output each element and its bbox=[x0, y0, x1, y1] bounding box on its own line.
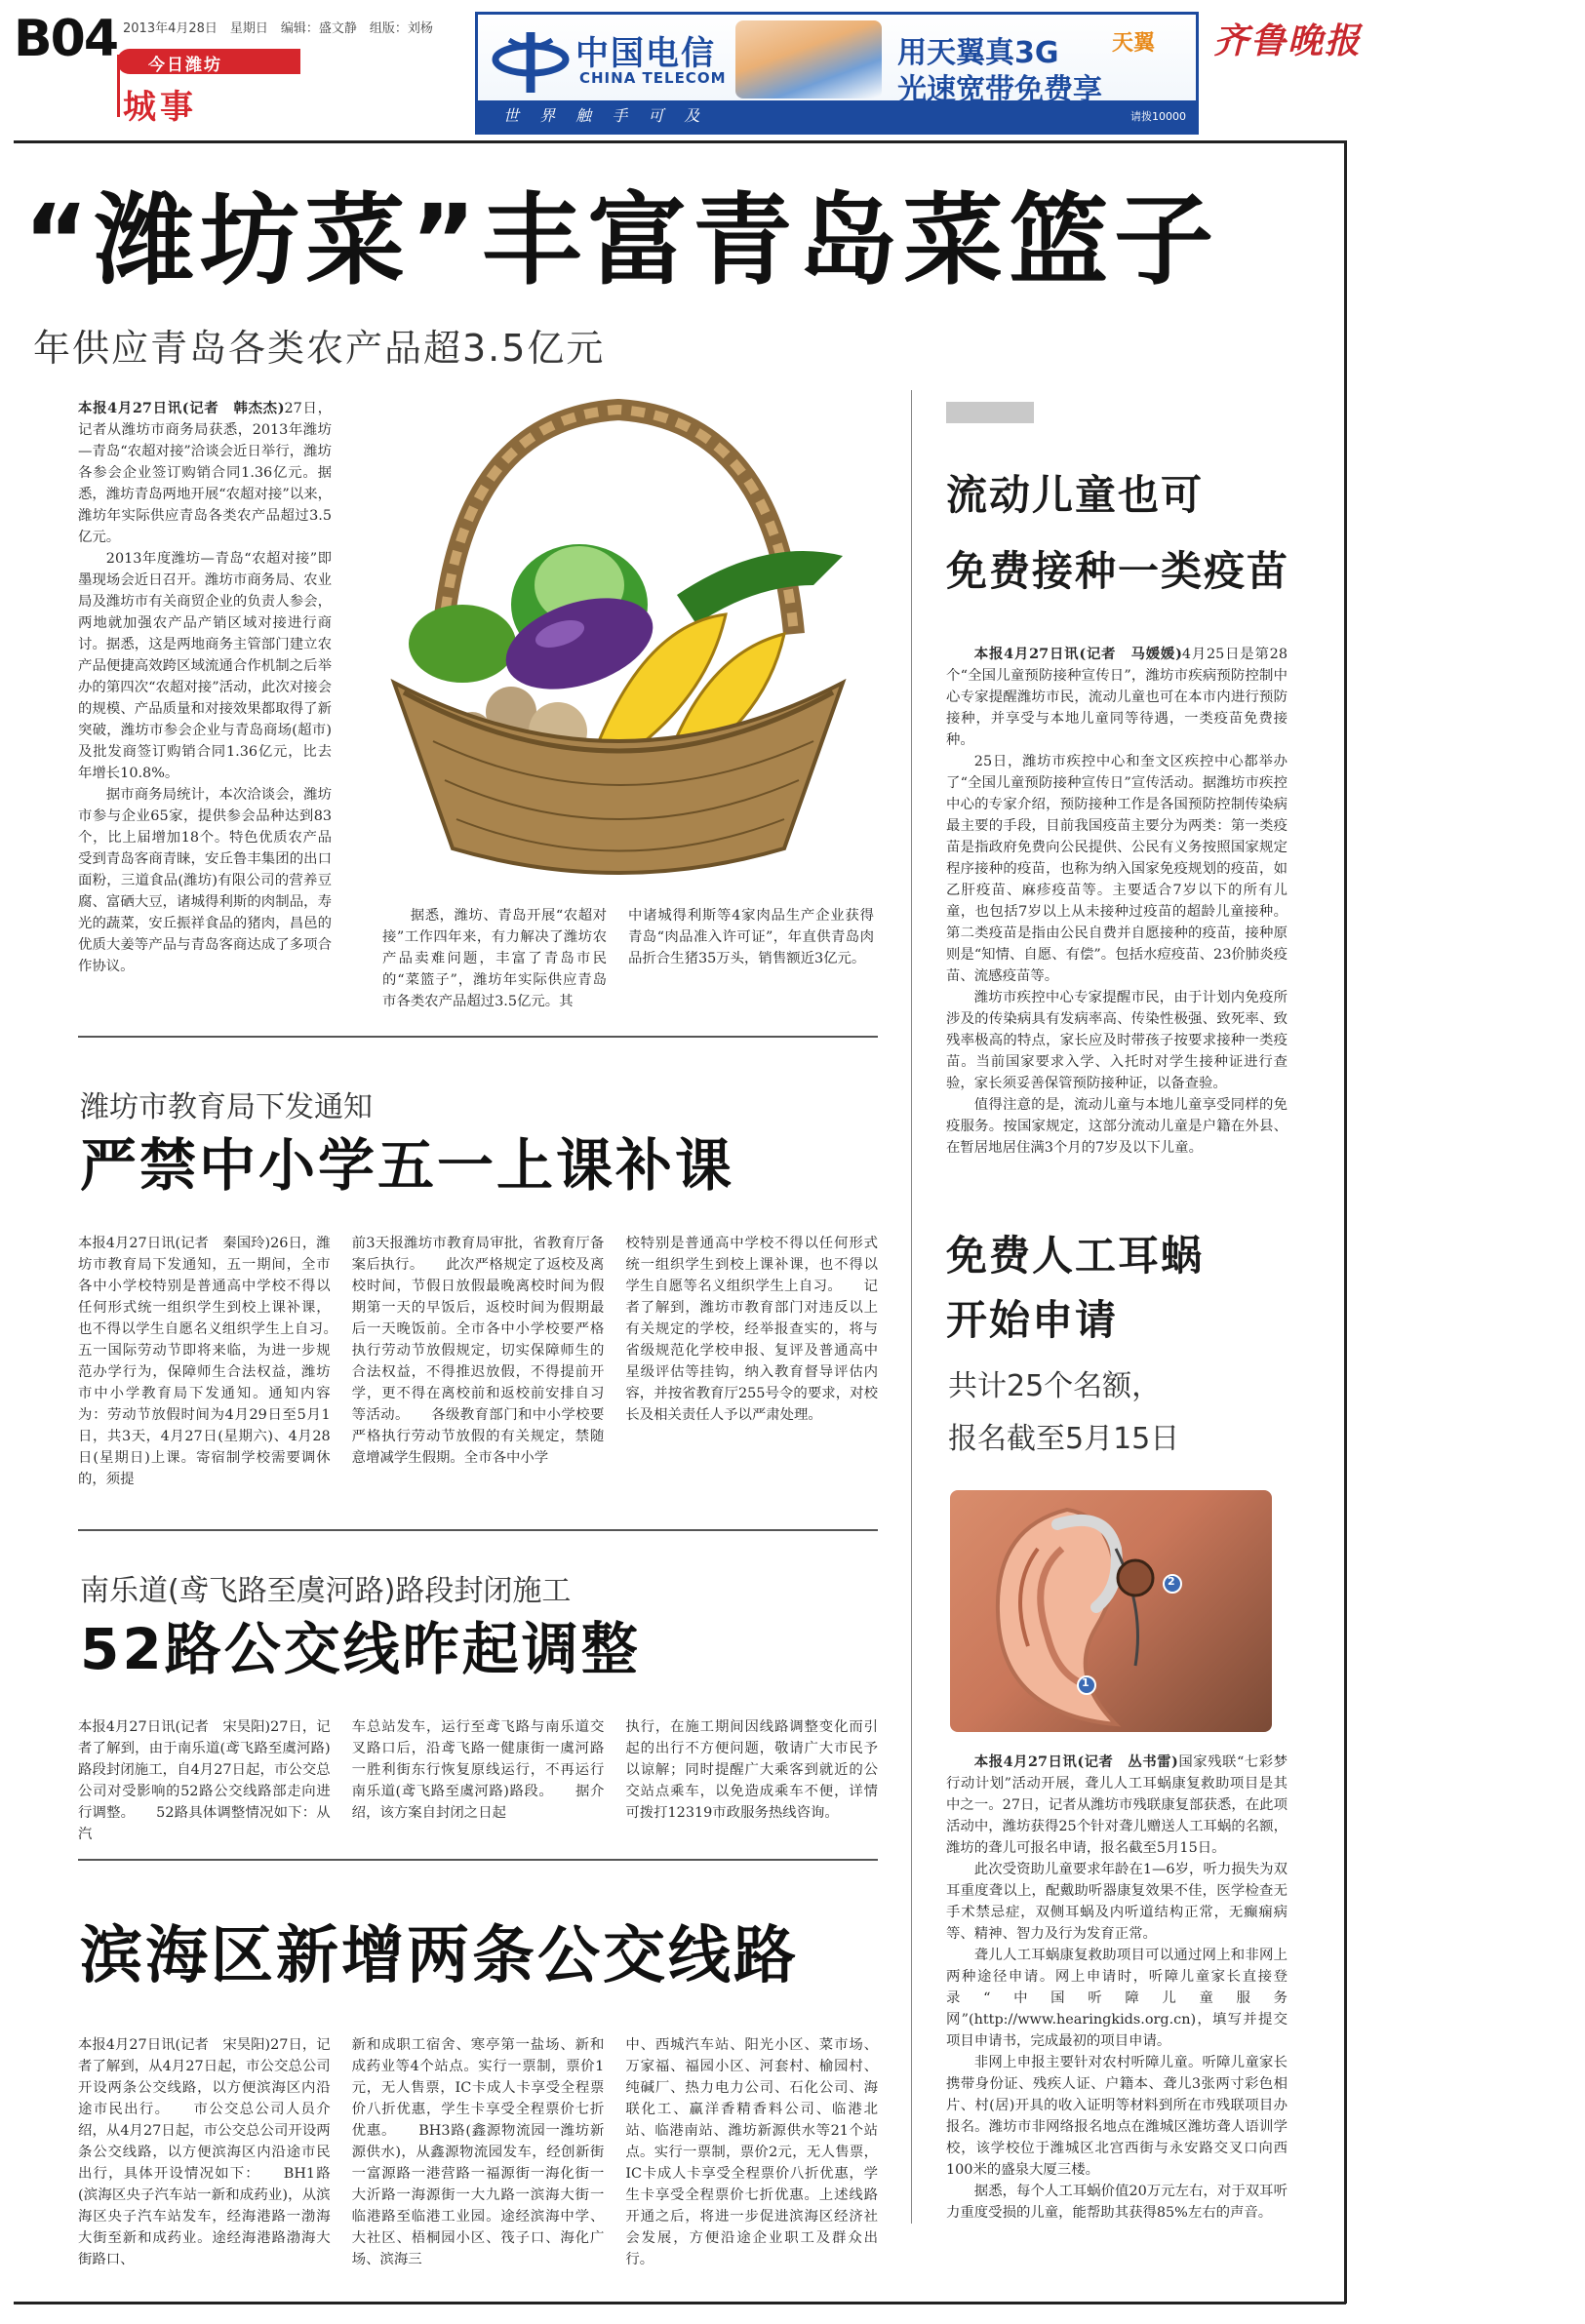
lead-paragraph: 据市商务局统计，本次洽谈会，潍坊市参与企业65家，提供参会品种达到83个，比上届增加18个。特色优质农产品受到青岛客商青睐，安丘鲁丰集团的出口面粉，三道食品(潍坊)有限公司的营养豆腐、富硒大豆，诸城得利斯的肉制品，寿光的蔬菜，安丘振祥食品的猪肉，昌邑的优质大姜等产品与青岛客商达成了多项合作协议。 bbox=[78, 787, 332, 974]
cochlear-subhead-line2: 报名截至5月15日 bbox=[948, 1422, 1180, 1456]
education-column: 校特别是普通高中学校不得以任何形式统一组织学生到校上课补课，也不得以学生自愿等名义组织学生上自习。 记者了解到，潍坊市教育部门对违反以上有关规定的学校，经举报查实的，将与省级规范化学校申报、复评及普通高中星级评估等挂钩，纳入教育督导评估内容，并按省教育厅255号令的要求，对校长及相关责任人予以严肃处理。 bbox=[625, 1236, 879, 1423]
right-border bbox=[1344, 140, 1347, 2304]
ad-line1: 用天翼真3G bbox=[897, 36, 1059, 70]
telecom-logo-icon bbox=[490, 28, 572, 97]
education-column: 前3天报潍坊市教育局审批，省教育厅备案后执行。 此次严格规定了返校及离校时间，节假日放假最晚离校时间为假期第一天的早饭后，返校时间为假期最后一天晚饭前。全市各中小学校要严格执行劳动节放假规定，切实保障师生的合法权益，不得推迟放假，不得提前开学，更不得在离校前和返校前安排自习等活动。 各级教育部门和中小学校要严格执行劳动节放假的有关规定，禁随意增减学生假期。全市各中小学 bbox=[351, 1236, 605, 1466]
section-tag-label: 今日潍坊 bbox=[148, 56, 222, 75]
bus52-column: 车总站发车，运行至鸢飞路与南乐道交叉路口后，沿鸢飞路一健康街一虞河路一胜利街东行恢复原线运行，不再运行南乐道(鸢飞路至虞河路)路段。 据介绍，该方案自封闭之日起 bbox=[351, 1719, 605, 1821]
education-bottom-rule bbox=[78, 1529, 878, 1531]
lead-paragraph: 2013年度潍坊—青岛“农超对接”即墨现场会近日召开。潍坊市商务局、农业局及潍坊市有关商贸企业的负责人参会，两地就加强农产品产销区域对接进行商讨。据悉，这是两地商务主管部门建立农产品便捷高效跨区域流通合作机制之后举办的第四次“农超对接”活动，此次对接会的规模、产品质量和对接效果都取得了新突破，潍坊市参会企业与青岛商场(超市)及批发商签订购销合同1.36亿元，比去年增长10.8%。 bbox=[78, 551, 332, 781]
ad-brand-cn: 中国电信 bbox=[575, 34, 716, 73]
cochlear-paragraph: 聋儿人工耳蜗康复救助项目可以通过网上和非网上两种途径申请。网上申请时，听障儿童家长直接登录“中国听障儿童服务网”(http://www.hearingkids.org.cn)，填写并提交项目申请书，完成最初的项目申请。 bbox=[946, 1948, 1288, 2049]
bus52-kicker: 南乐道(鸢飞路至虞河路)路段封闭施工 bbox=[80, 1574, 572, 1608]
lead-bottom-rule bbox=[78, 1036, 878, 1038]
cochlear-body bbox=[946, 1752, 1288, 2224]
ad-slogan: 世 界 触 手 可 及 bbox=[503, 106, 708, 125]
lead-col1 bbox=[78, 398, 332, 977]
header-rule bbox=[14, 140, 1346, 143]
binhai-column: 新和成职工宿舍、寒亭第一盐场、新和成药业等4个站点。实行一票制，票价1元，无人售票，IC卡成人卡享受全程票价八折优惠，学生卡享受全程票价七折优惠。 BH3路(鑫源物流园一潍坊新源供水)，从鑫源物流园发车，经创新街一富源路一港营路一福源街一海化街一大沂路一海源街一大九路一滨海大街一临港路至临港工业园。途经滨海中学、大社区、梧桐园小区、筏子口、海化广场、滨海三 bbox=[351, 2037, 605, 2267]
vaccine-headline-line2: 免费接种一类疫苗 bbox=[946, 547, 1290, 595]
education-kicker: 潍坊市教育局下发通知 bbox=[80, 1090, 373, 1124]
date-line: 2013年4月28日 星期日 编辑：盛文静 组版：刘杨 bbox=[123, 21, 433, 36]
ad-tianyi-logo: 天翼 bbox=[1112, 31, 1156, 56]
bus52-column: 本报4月27日讯(记者 宋昊阳)27日，记者了解到，由于南乐道(鸢飞路至虞河路)路段封闭施工，自4月27日起，市公交总公司对受影响的52路公交线路部走向进行调整。 52路具体调整情况如下：从汽 bbox=[78, 1719, 331, 1842]
binhai-column: 中、西城汽车站、阳光小区、菜市场、万家福、福园小区、河套村、榆园村、纯碱厂、热力电力公司、石化公司、海联化工、赢洋香精香料公司、临港北站、临港南站、潍坊新源供水等21个站点。实行一票制，票价2元，无人售票，IC卡成人卡享受全程票价八折优惠，学生卡享受全程票价七折优惠。上述线路开通之后，将进一步促进滨海区经济社会发展，方便沿途企业职工及群众出行。 bbox=[625, 2037, 879, 2267]
education-body bbox=[78, 1233, 878, 1490]
vaccine-paragraph: 值得注意的是，流动儿童与本地儿童享受同样的免疫服务。按国家规定，这部分流动儿童是户籍在外县、在暂居地居住满3个月的7岁及以下儿童。 bbox=[946, 1097, 1288, 1156]
cochlear-subhead-line1: 共计25个名额， bbox=[948, 1369, 1162, 1403]
binhai-headline: 滨海区新增两条公交线路 bbox=[80, 1920, 799, 1992]
cochlear-headline-line2: 开始申请 bbox=[946, 1296, 1119, 1344]
education-column: 本报4月27日讯(记者 秦国玲)26日，潍坊市教育局下发通知，五一期间，全市各中小学校特别是普通高中学校不得以任何形式统一组织学生到校上课补课，也不得以学生自愿名义组织学生上自习。 五一国际劳动节即将来临，为进一步规范办学行为，保障师生合法权益，潍坊市中小学教育局下发通知。通知内容为：劳动节放假时间为4月29日至5月1日，共3天，4月27日(星期六)、4月28日(星期日)上课。寄宿制学校需要调休的，须提 bbox=[78, 1236, 359, 1487]
cochlear-headline-line1: 免费人工耳蜗 bbox=[946, 1232, 1205, 1280]
cochlear-paragraph: 本报4月27日讯(记者 丛书雷)国家残联“七彩梦行动计划”活动开展，聋儿人工耳蜗康复救助项目是其中之一。27日，记者从潍坊市残联康复部获悉，在此项活动中，潍坊获得25个针对聋儿赠送人工耳蜗的名额，潍坊的聋儿可报名申请，报名截至5月15日。 bbox=[946, 1753, 1288, 1856]
lead-col3 bbox=[628, 905, 874, 969]
callout-label: 2 bbox=[1168, 1575, 1175, 1588]
lead-paragraph: 本报4月27日讯(记者 韩杰杰)27日，记者从潍坊市商务局获悉，2013年潍坊—青岛“农超对接”洽谈会近日举行，潍坊各参会企业签订购销合同1.36亿元。据悉，潍坊青岛两地开展“农超对接”以来，潍坊年实际供应青岛各类农产品超过3.5亿元。 bbox=[78, 400, 332, 545]
vaccine-paragraph: 25日，潍坊市疾控中心和奎文区疾控中心都举办了“全国儿童预防接种宣传日”宣传活动。据潍坊市疾控中心的专家介绍，预防接种工作是各国预防控制传染病最主要的手段，目前我国疫苗主要分为两类：第一类疫苗是指政府免费向公民提供、公民有义务按照国家规定程序接种的疫苗，也称为纳入国家免疫规划的疫苗，如乙肝疫苗、麻疹疫苗等。主要适合7岁以下的所有儿童，也包括7岁以上从未接种过疫苗的超龄儿童接种。第二类疫苗是指由公民自费并自愿接种的疫苗，接种原则是“知情、自愿、有偿”。包括水痘疫苗、23价肺炎疫苗、流感疫苗等。 bbox=[946, 754, 1288, 984]
vaccine-marker-bar bbox=[946, 402, 1034, 423]
ad-hotline: 请拨10000 bbox=[1130, 110, 1186, 123]
cochlear-implant-photo bbox=[950, 1490, 1272, 1732]
lead-headline: “潍坊菜”丰富青岛菜篮子 bbox=[23, 183, 1220, 299]
vertical-divider-right-column bbox=[911, 390, 912, 2224]
telecom-ad-banner[interactable] bbox=[475, 12, 1199, 135]
ad-line2: 光速宽带免费享 bbox=[897, 73, 1102, 107]
vaccine-paragraph: 潍坊市疾控中心专家提醒市民，由于计划内免疫所涉及的传染病具有发病率高、传染性极强、致死率、致残率极高的特点，家长应及时带孩子按要求接种一类疫苗。当前国家要求入学、入托时对学生接种证进行查验，家长须妥善保管预防接种证，以备查验。 bbox=[946, 990, 1288, 1091]
lead-paragraph: 据悉，潍坊、青岛开展“农超对接”工作四年来，有力解决了潍坊农产品卖难问题，丰富了青岛市民的“菜篮子”，潍坊年实际供应青岛市各类农产品超过3.5亿元。其 bbox=[382, 908, 607, 1009]
cochlear-paragraph: 非网上申报主要针对农村听障儿童。听障儿童家长携带身份证、残疾人证、户籍本、聋儿3张两寸彩色相片、村(居)开具的收入证明等材料到所在市残联项目办报名。潍坊市非网络报名地点在潍城区潍坊聋人语训学校，该学校位于潍城区北宫西街与永安路交叉口向西100米的盛泉大厦三楼。 bbox=[946, 2055, 1288, 2178]
vaccine-headline-line1: 流动儿童也可 bbox=[946, 471, 1205, 519]
ad-brand-en: CHINA TELECOM bbox=[579, 69, 727, 87]
cochlear-paragraph: 此次受资助儿童要求年龄在1—6岁，听力损失为双耳重度聋以上，配戴助听器康复效果不佳，医学检查无手术禁忌症，双侧耳蜗及内听道结构正常，无癫痫病等、精神、智力及行为发育正常。 bbox=[946, 1862, 1288, 1942]
vaccine-body bbox=[946, 644, 1288, 1159]
ad-people-illustration bbox=[735, 20, 882, 98]
bus52-headline: 52路公交线昨起调整 bbox=[80, 1616, 641, 1682]
lead-subhead: 年供应青岛各类农产品超3.5亿元 bbox=[33, 327, 606, 370]
lead-col2 bbox=[382, 905, 607, 1012]
section-title: 城事 bbox=[123, 88, 197, 127]
vegetable-basket-illustration bbox=[355, 390, 862, 897]
ear-illustration bbox=[950, 1490, 1272, 1732]
section-divider bbox=[117, 55, 120, 117]
lead-paragraph: 中诸城得利斯等4家肉品生产企业获得青岛“肉品准入许可证”，年直供青岛肉品折合生猪35万头，销售额近3亿元。 bbox=[628, 908, 874, 966]
vaccine-paragraph: 本报4月27日讯(记者 马媛媛)4月25日是第28个“全国儿童预防接种宣传日”，潍坊市疾病预防控制中心专家提醒潍坊市民，流动儿童也可在本市内进行预防接种，并享受与本地儿童同等待遇，一类疫苗免费接种。 bbox=[946, 646, 1288, 748]
footer-rule bbox=[14, 2302, 1346, 2304]
education-headline: 严禁中小学五一上课补课 bbox=[80, 1132, 735, 1199]
paper-name: 齐鲁晚报 bbox=[1213, 20, 1363, 61]
bus52-bottom-rule bbox=[78, 1859, 878, 1861]
binhai-body bbox=[78, 2034, 878, 2270]
binhai-column: 本报4月27日讯(记者 宋昊阳)27日，记者了解到，从4月27日起，市公交总公司开设两条公交线路，以方便滨海区内沿途市民出行。 市公交总公司人员介绍，从4月27日起，市公交总公司开设两条公交线路，以方便滨海区内沿途市民出行，具体开设情况如下： BH1路(滨海区央子汽车站一新和成药业)，从滨海区央子汽车站发车，经海港路一渤海大街至新和成药业。途经海港路渤海大街路口、 bbox=[78, 2037, 331, 2267]
page-code: B04 bbox=[14, 10, 117, 68]
cochlear-paragraph: 据悉，每个人工耳蜗价值20万元左右，对于双耳听力重度受损的儿童，能帮助其获得85%左右的声音。 bbox=[946, 2184, 1288, 2221]
bus52-column: 执行，在施工期间因线路调整变化而引起的出行不方便问题，敬请广大市民予以谅解；同时提醒广大乘客到就近的公交站点乘车，以免造成乘车不便，详情可拨打12319市政服务热线咨询。 bbox=[625, 1719, 879, 1821]
callout-label: 1 bbox=[1082, 1676, 1090, 1689]
bus52-body bbox=[78, 1716, 878, 1845]
